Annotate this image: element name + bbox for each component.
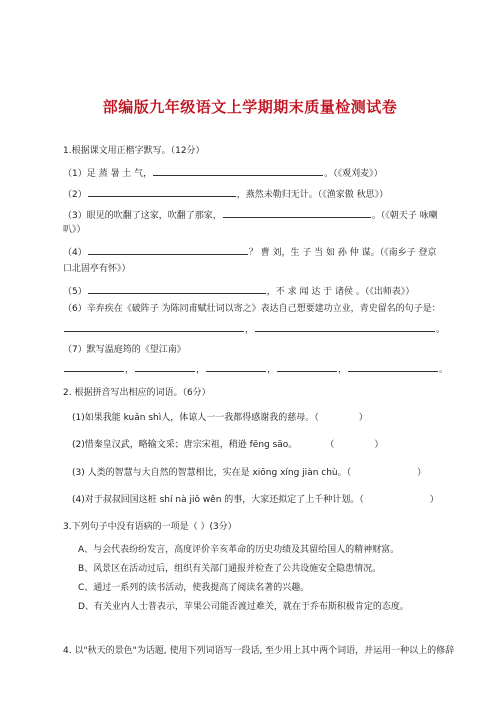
q1-item-4-text-b: ？ 曹 刘，生 子 当 如 孙 仲 谋。（《南乡子 登京 [248, 248, 437, 258]
q1-item-7-answer-line: ， ， ， ， 。 [63, 362, 448, 376]
q2-item-4: (4)对于叔叔回国这桩 shí nà jiǒ wěn 的事，大家还拟定了上千种计划。（ ） [72, 495, 439, 505]
comma: ， [245, 325, 255, 335]
answer-blank[interactable] [277, 362, 337, 372]
q1-item-4 [63, 245, 436, 259]
q2-item-4-text: (4)对于叔叔回国这桩 shí nà jiǒ wěn 的事，大家还拟定了上千种计划。（ [72, 495, 364, 505]
q1-heading: 1.根据课文用正楷字默写。（12分） [63, 146, 205, 156]
answer-blank[interactable] [223, 208, 371, 218]
q1-item-1-text-b: 。（《观刈麦》） [324, 169, 383, 179]
answer-blank[interactable] [64, 362, 124, 372]
q3-heading: 3.下列句子中没有语病的一项是（ ）(3分） [63, 522, 237, 532]
q1-item-3-cont: 叭》） [63, 225, 86, 235]
q2-item-1: (1)如果我能 kuǎn shì人，体谅人一一我都得感谢我的慈母。（ ） [72, 413, 368, 423]
q1-item-3-text-a: （3）眼见的吹翻了这家，吹翻了那家， [63, 211, 222, 221]
q1-item-4-cont: 口北固亭有怀》） [63, 264, 131, 274]
answer-blank[interactable] [348, 362, 438, 372]
q3-option-b: B、风景区在活动过后，组织有关部门通报并检查了公共设施安全隐患情况。 [78, 564, 382, 574]
answer-blank[interactable] [135, 362, 195, 372]
q1-item-1-text-a: （1）足 蒸 暑 土 气， [63, 169, 153, 179]
q1-item-7-end: 。 [439, 365, 449, 375]
q3-option-d: D、有关业内人士普表示，苹果公司能否渡过难关，就在于乔布斯积极肯定的态度。 [78, 602, 409, 612]
answer-blank[interactable] [206, 362, 266, 372]
q1-item-6: （6）辛弃疾在《破阵子 为陈同甫赋壮词以寄之》表达自己想要建功立业，青史留名的句子是： [63, 304, 441, 314]
q1-item-1 [63, 166, 383, 180]
q1-item-2 [63, 187, 388, 201]
answer-blank[interactable] [88, 187, 236, 197]
exam-title: 部编版九年级语文上学期期末质量检测试卷 [102, 98, 398, 116]
q1-item-6-end: 。 [436, 325, 446, 335]
q1-item-3 [63, 208, 438, 222]
q1-item-5-text-b: ，不 求 闻 达 于 诸侯 。（《出师表》） [266, 287, 415, 297]
q2-item-1-text: (1)如果我能 kuǎn shì人，体谅人一一我都得感谢我的慈母。（ [72, 413, 319, 423]
answer-blank[interactable] [88, 245, 248, 255]
q2-item-2-text: (2)惜秦皇汉武，略输文采；唐宗宋祖，稍逊 fēng sāo。 [72, 440, 298, 450]
q1-item-5 [63, 284, 414, 298]
q2-item-2: (2)惜秦皇汉武，略输文采；唐宗宋祖，稍逊 fēng sāo。 （ ） [72, 440, 384, 450]
answer-blank[interactable] [255, 322, 435, 332]
q3-option-c: C、通过一系列的读书活动，使我提高了阅读名著的兴趣。 [78, 583, 310, 593]
q2-item-3: (3) 人类的智慧与大自然的智慧相比，实在是 xiōng xíng jiàn chù。（ ） [72, 468, 427, 478]
answer-blank[interactable] [88, 284, 266, 294]
q1-item-3-text-b: 。（《朝天子 咏喇 [371, 211, 438, 221]
q4-heading: 4. 以"秋天的景色"为话题, 使用下列词语写一段话, 至少用上其中两个词语，并运用一种以上的修辞 [63, 646, 455, 656]
answer-blank[interactable] [64, 322, 244, 332]
q3-option-a: A、与会代表纷纷发言，高度评价辛亥革命的历史功绩及其留给国人的精神财富。 [78, 545, 400, 555]
q2-heading: 2. 根据拼音写出相应的词语。（6分） [63, 388, 211, 398]
q2-item-3-text: (3) 人类的智慧与大自然的智慧相比，实在是 xiōng xíng jiàn chù。（ [72, 468, 352, 478]
q1-item-6-answer-line [63, 322, 445, 336]
answer-blank[interactable] [153, 166, 323, 176]
q1-item-5-text-a: （5） [63, 287, 87, 297]
q1-item-7: （7）默写温庭筠的《望江南》 [63, 345, 186, 355]
q1-item-4-text-a: （4） [63, 248, 87, 258]
q1-item-2-text-b: ，燕然未勒归无计。（《渔家傲 秋思》） [236, 190, 389, 200]
q1-item-2-text-a: （2） [63, 190, 87, 200]
